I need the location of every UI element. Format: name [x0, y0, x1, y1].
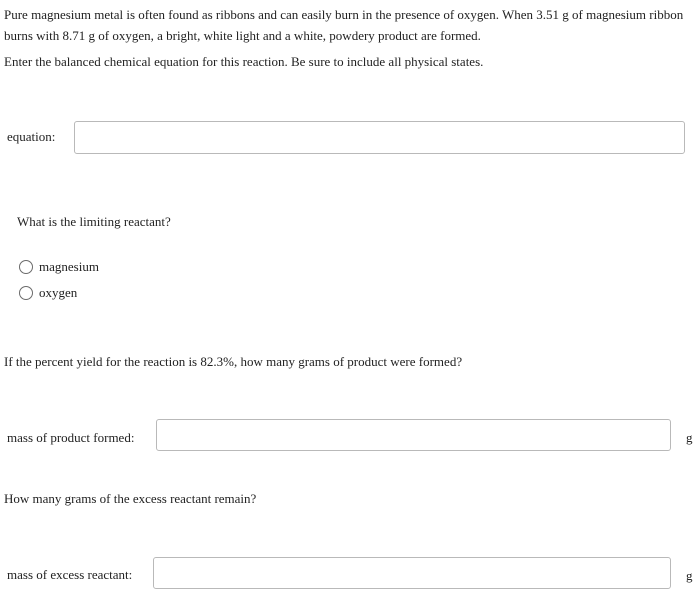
limiting-reactant-question: What is the limiting reactant? [17, 214, 171, 229]
equation-instruction-text: Enter the balanced chemical equation for this reaction. Be sure to include all physical states. [4, 54, 484, 69]
excess-reactant-question: How many grams of the excess reactant remain? [4, 491, 257, 506]
equation-input[interactable] [74, 121, 685, 154]
percent-yield-question: If the percent yield for the reaction is 82.3%, how many grams of product were formed? [4, 354, 463, 369]
excess-mass-input[interactable] [153, 557, 671, 589]
product-mass-input[interactable] [156, 419, 671, 451]
problem-intro-text: Pure magnesium metal is often found as ribbons and can easily burn in the presence of oxygen. When 3.51 g of magnesium ribbon burns with 8.71 g of oxygen, a bright, white light and a white, powdery product are formed. [4, 7, 684, 43]
problem-statement [4, 4, 694, 72]
option-magnesium[interactable] [19, 259, 99, 275]
magnesium-option-label: magnesium [39, 259, 99, 274]
oxygen-radio-button[interactable] [19, 286, 33, 300]
magnesium-radio-button[interactable] [19, 260, 33, 274]
oxygen-option-label: oxygen [39, 285, 78, 300]
product-mass-label: mass of product formed: [7, 430, 135, 445]
equation-label: equation: [7, 129, 56, 144]
excess-mass-unit: g [686, 568, 693, 583]
option-oxygen[interactable] [19, 285, 77, 301]
product-mass-unit: g [686, 430, 693, 445]
excess-mass-label: mass of excess reactant: [7, 567, 133, 582]
